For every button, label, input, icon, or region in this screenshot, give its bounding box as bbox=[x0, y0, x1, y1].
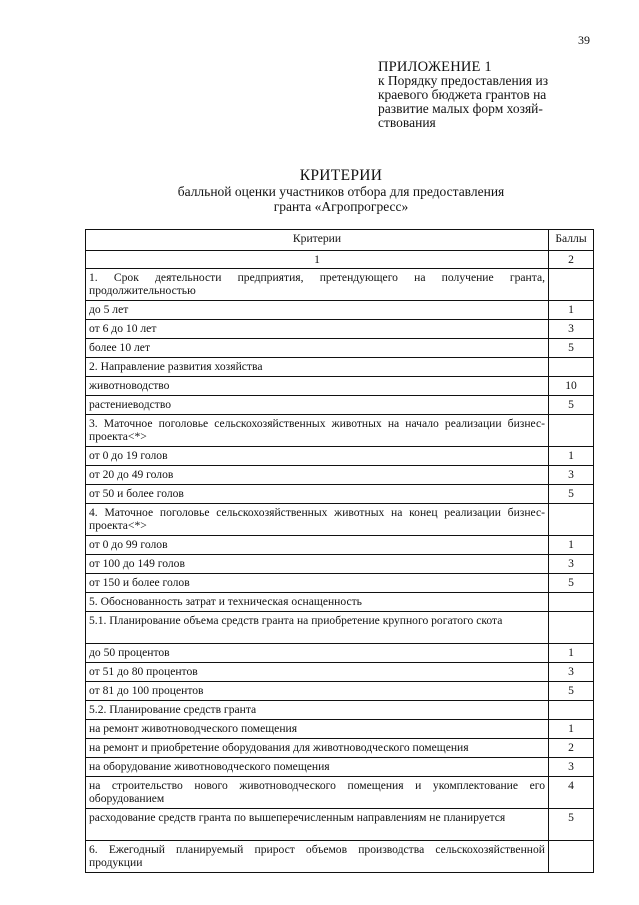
table-row bbox=[86, 555, 594, 574]
criteria-table bbox=[85, 229, 594, 873]
criterion-cell: до 5 лет bbox=[86, 301, 549, 320]
points-cell: 1 bbox=[549, 644, 594, 663]
table-header-row bbox=[86, 230, 594, 251]
table-row bbox=[86, 320, 594, 339]
table-row bbox=[86, 612, 594, 644]
table-row bbox=[86, 777, 594, 809]
criterion-cell: 4. Маточное поголовье сельскохозяйственных животных на конец реализации бизнес-проекта<*> bbox=[86, 504, 549, 536]
criterion-cell: на ремонт и приобретение оборудования для животноводческого помещения bbox=[86, 739, 549, 758]
table-row bbox=[86, 841, 594, 873]
criterion-cell: 5.2. Планирование средств гранта bbox=[86, 701, 549, 720]
criterion-cell: от 81 до 100 процентов bbox=[86, 682, 549, 701]
points-cell bbox=[549, 269, 594, 301]
points-cell: 2 bbox=[549, 739, 594, 758]
criterion-cell: растениеводство bbox=[86, 396, 549, 415]
column-number-1: 1 bbox=[86, 251, 549, 269]
points-cell: 1 bbox=[549, 536, 594, 555]
points-cell bbox=[549, 612, 594, 644]
points-cell: 3 bbox=[549, 555, 594, 574]
table-row bbox=[86, 466, 594, 485]
criterion-cell: на оборудование животноводческого помещения bbox=[86, 758, 549, 777]
points-cell: 3 bbox=[549, 320, 594, 339]
appendix-text: к Порядку предоставления из краевого бюджета грантов на развитие малых форм хозяй- ствования bbox=[378, 73, 549, 130]
points-cell bbox=[549, 593, 594, 612]
criterion-cell: 6. Ежегодный планируемый прирост объемов производства сельскохозяйственной продукции bbox=[86, 841, 549, 873]
table-row bbox=[86, 339, 594, 358]
table-row bbox=[86, 536, 594, 555]
points-cell bbox=[549, 701, 594, 720]
table-row bbox=[86, 701, 594, 720]
criterion-cell: от 51 до 80 процентов bbox=[86, 663, 549, 682]
criterion-cell: 3. Маточное поголовье сельскохозяйственных животных на начало реализации бизнес-проекта<*> bbox=[86, 415, 549, 447]
points-cell: 3 bbox=[549, 663, 594, 682]
points-cell: 4 bbox=[549, 777, 594, 809]
points-cell: 5 bbox=[549, 682, 594, 701]
table-row bbox=[86, 758, 594, 777]
table-row bbox=[86, 739, 594, 758]
points-cell: 1 bbox=[549, 301, 594, 320]
table-row bbox=[86, 485, 594, 504]
criterion-cell: 5. Обоснованность затрат и техническая оснащенность bbox=[86, 593, 549, 612]
points-cell: 5 bbox=[549, 809, 594, 841]
table-row bbox=[86, 447, 594, 466]
criterion-cell: от 0 до 19 голов bbox=[86, 447, 549, 466]
points-cell: 10 bbox=[549, 377, 594, 396]
table-row bbox=[86, 809, 594, 841]
table-row bbox=[86, 396, 594, 415]
criterion-cell: от 20 до 49 голов bbox=[86, 466, 549, 485]
page-number: 39 bbox=[578, 33, 590, 47]
criterion-cell: 2. Направление развития хозяйства bbox=[86, 358, 549, 377]
criterion-cell: более 10 лет bbox=[86, 339, 549, 358]
points-cell bbox=[549, 358, 594, 377]
points-cell bbox=[549, 504, 594, 536]
table-row bbox=[86, 663, 594, 682]
column-number-2: 2 bbox=[549, 251, 594, 269]
points-cell bbox=[549, 415, 594, 447]
table-row bbox=[86, 504, 594, 536]
points-cell bbox=[549, 841, 594, 873]
column-number-row bbox=[86, 251, 594, 269]
appendix-title: ПРИЛОЖЕНИЕ 1 bbox=[378, 59, 492, 75]
document-heading bbox=[0, 168, 639, 214]
points-cell: 1 bbox=[549, 720, 594, 739]
criterion-cell: от 50 и более голов bbox=[86, 485, 549, 504]
points-cell: 5 bbox=[549, 396, 594, 415]
table-row bbox=[86, 682, 594, 701]
criterion-cell: от 0 до 99 голов bbox=[86, 536, 549, 555]
criterion-cell: на строительство нового животноводческого помещения и укомплектование его оборудованием bbox=[86, 777, 549, 809]
appendix-block bbox=[378, 60, 578, 130]
header-points: Баллы bbox=[549, 230, 594, 251]
criterion-cell: расходование средств гранта по вышеперечисленным направлениям не планируется bbox=[86, 809, 549, 841]
heading-subtitle: балльной оценки участников отбора для предоставления гранта «Агропрогресс» bbox=[177, 184, 505, 214]
heading-title: КРИТЕРИИ bbox=[299, 167, 383, 184]
table-row bbox=[86, 593, 594, 612]
criterion-cell: до 50 процентов bbox=[86, 644, 549, 663]
table-row bbox=[86, 574, 594, 593]
points-cell: 5 bbox=[549, 339, 594, 358]
points-cell: 3 bbox=[549, 758, 594, 777]
points-cell: 1 bbox=[549, 447, 594, 466]
points-cell: 5 bbox=[549, 574, 594, 593]
table-row bbox=[86, 269, 594, 301]
criterion-cell: от 6 до 10 лет bbox=[86, 320, 549, 339]
points-cell: 3 bbox=[549, 466, 594, 485]
criterion-cell: 1. Срок деятельности предприятия, претендующего на получение гранта, продолжительностью bbox=[86, 269, 549, 301]
table-row bbox=[86, 720, 594, 739]
header-criteria: Критерии bbox=[86, 230, 549, 251]
points-cell: 5 bbox=[549, 485, 594, 504]
criterion-cell: 5.1. Планирование объема средств гранта на приобретение крупного рогатого скота bbox=[86, 612, 549, 644]
criterion-cell: от 100 до 149 голов bbox=[86, 555, 549, 574]
criterion-cell: на ремонт животноводческого помещения bbox=[86, 720, 549, 739]
table-row bbox=[86, 301, 594, 320]
table-row bbox=[86, 644, 594, 663]
table-row bbox=[86, 415, 594, 447]
criterion-cell: от 150 и более голов bbox=[86, 574, 549, 593]
criterion-cell: животноводство bbox=[86, 377, 549, 396]
table-row bbox=[86, 377, 594, 396]
table-row bbox=[86, 358, 594, 377]
